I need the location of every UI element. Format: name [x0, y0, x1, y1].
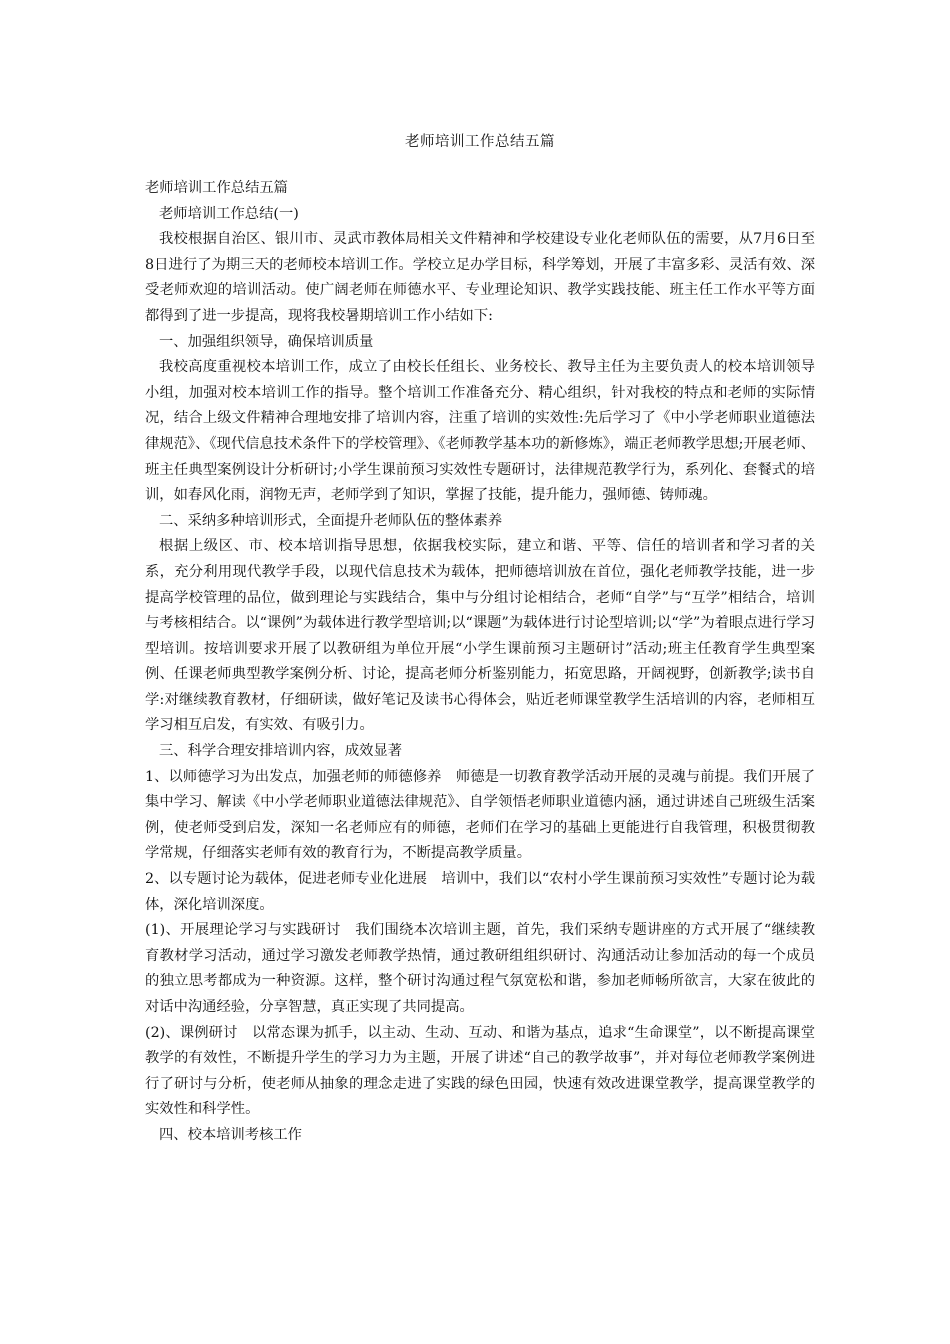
document-title: 老师培训工作总结五篇 [405, 134, 555, 150]
document-body [145, 176, 815, 1149]
paragraph: (1)、开展理论学习与实践研讨 我们围绕本次培训主题，首先，我们采纳专题讲座的方式开展了“继续教育教材学习活动，通过学习激发老师教学热情，通过教研组组织研讨、沟通活动让参加活动的每一个成员的独立思考都成为一种资源。这样，整个研讨沟通过程气氛宽松和谐，参加老师畅所欲言，大家在彼此的对话中沟通经验，分享智慧，真正实现了共同提高。 [145, 922, 815, 1015]
document-subtitle: 老师培训工作总结五篇 [145, 180, 288, 196]
heading-1: 一、加强组织领导，确保培训质量 [159, 333, 374, 350]
paragraph: 我校高度重视校本培训工作，成立了由校长任组长、业务校长、教导主任为主要负责人的校本培训领导小组，加强对校本培训工作的指导。整个培训工作准备充分、精心组织，针对我校的特点和老师的实际情况，结合上级文件精神合理地安排了培训内容，注重了培训的实效性:先后学习了《中小学老师职业道德法律规范》、《现代信息技术条件下的学校管理》、《老师教学基本功的新修炼》，端正老师教学思想;开展老师、班主任典型案例设计分析研讨;小学生课前预习实效性专题研讨，法律规范教学行为，系列化、套餐式的培训，如春风化雨，润物无声，老师学到了知识，掌握了技能，提升能力，强师德、铸师魂。 [145, 359, 815, 504]
heading-2: 二、采纳多种培训形式，全面提升老师队伍的整体素养 [159, 512, 503, 529]
paragraph: 2、以专题讨论为载体，促进老师专业化进展 培训中，我们以“农村小学生课前预习实效性”专题讨论为载体，深化培训深度。 [145, 871, 815, 913]
heading-3: 三、科学合理安排培训内容，成效显著 [159, 743, 403, 760]
paragraph: (2)、课例研讨 以常态课为抓手，以主动、生动、互动、和谐为基点，追求“生命课堂”，以不断提高课堂教学的有效性，不断提升学生的学习力为主题，开展了讲述“自己的教学故事”，并对每位老师教学案例进行了研讨与分析，使老师从抽象的理念走进了实践的绿色田园，快速有效改进课堂教学，提高课堂教学的实效性和科学性。 [145, 1024, 815, 1118]
heading-4: 四、校本培训考核工作 [159, 1126, 302, 1143]
paragraph: 我校根据自治区、银川市、灵武市教体局相关文件精神和学校建设专业化老师队伍的需要，从7月6日至8日进行了为期三天的老师校本培训工作。学校立足办学目标，科学筹划，开展了丰富多彩、灵活有效、深受老师欢迎的培训活动。使广阔老师在师德水平、专业理论知识、教学实践技能、班主任工作水平等方面都得到了进一步提高，现将我校暑期培训工作小结如下: [145, 231, 816, 324]
section-title: 老师培训工作总结(一) [159, 205, 299, 222]
paragraph: 根据上级区、市、校本培训指导思想，依据我校实际，建立和谐、平等、信任的培训者和学习者的关系，充分利用现代教学手段，以现代信息技术为载体，把师德培训放在首位，强化老师教学技能，进一步提高学校管理的品位，做到理论与实践结合，集中与分组讨论相结合，老师“自学”与“互学”相结合，培训与考核相结合。以“课例”为载体进行教学型培训;以“课题”为载体进行讨论型培训;以“学”为着眼点进行学习型培训。按培训要求开展了以教研组为单位开展“小学生课前预习主题研讨”活动;班主任教育学生典型案例、任课老师典型教学案例分析、讨论，提高老师分析鉴别能力，拓宽思路，开阔视野，创新教学;读书自学:对继续教育教材，仔细研读，做好笔记及读书心得体会，贴近老师课堂教学生活培训的内容，老师相互学习相互启发，有实效、有吸引力。 [145, 538, 815, 734]
paragraph: 1、以师德学习为出发点，加强老师的师德修养 师德是一切教育教学活动开展的灵魂与前提。我们开展了集中学习、解读《中小学老师职业道德法律规范》、自学领悟老师职业道德内涵，通过讲述自己班级生活案例，使老师受到启发，深知一名老师应有的师德，老师们在学习的基础上更能进行自我管理，积极贯彻教学常规，仔细落实老师有效的教育行为，不断提高教学质量。 [145, 768, 815, 862]
